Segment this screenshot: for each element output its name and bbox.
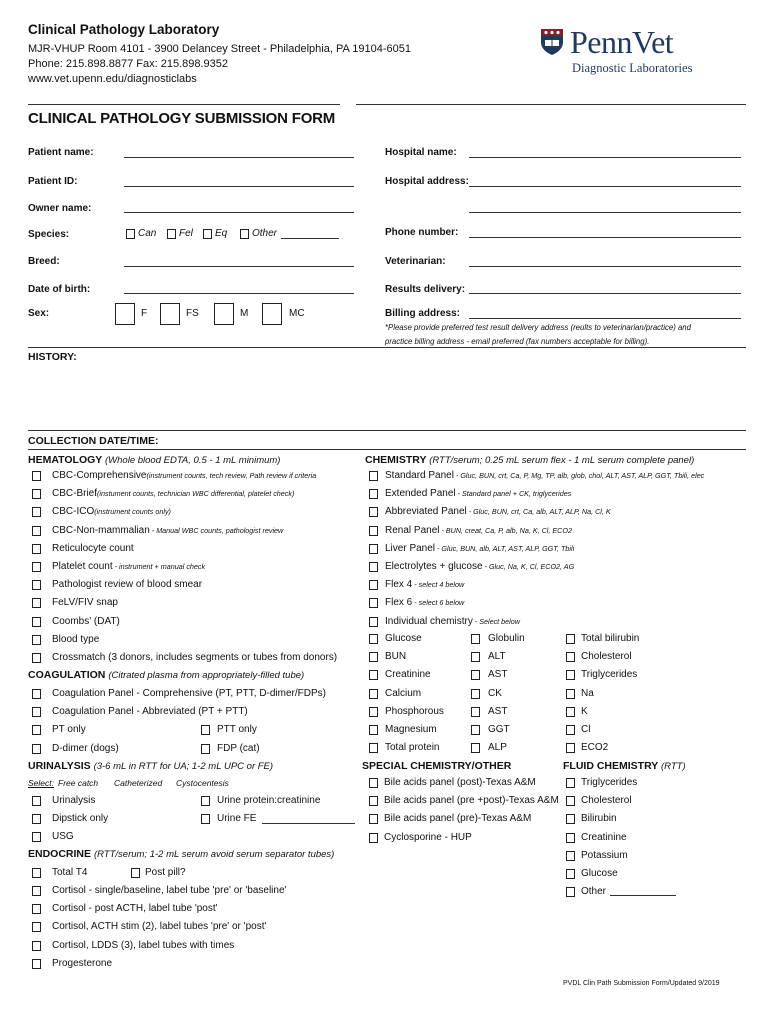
fluid-item-4-checkbox[interactable] — [566, 851, 575, 861]
chem-grid-4-0-checkbox[interactable] — [369, 707, 378, 717]
chem-grid-5-0-checkbox[interactable] — [369, 725, 378, 735]
chem-grid-5-0-text: Magnesium — [385, 724, 437, 735]
hematology-item-1-note: (instument counts, technician WBC differential, platelet check) — [97, 489, 295, 499]
post-pill-label: Post pill? — [145, 867, 186, 878]
fluid-item-2-checkbox[interactable] — [566, 814, 575, 824]
urinalysis-heading — [28, 760, 273, 772]
chem-grid-0-2-text: Total bilirubin — [581, 633, 640, 644]
fluid-item-3-checkbox[interactable] — [566, 833, 575, 843]
hematology-item-9-checkbox[interactable] — [32, 635, 41, 645]
special-item-1-text: Bile acids panel (pre +post)-Texas A&M — [384, 795, 559, 807]
chem-grid-0-2-label — [581, 633, 639, 644]
hematology-item-1-checkbox[interactable] — [32, 489, 41, 499]
endocrine-item-3-text: Cortisol, LDDS (3), label tubes with times — [52, 939, 235, 951]
chemistry-item-0-checkbox[interactable] — [369, 471, 378, 481]
hematology-item-5-label — [52, 561, 205, 572]
chem-grid-3-1-text: CK — [488, 687, 502, 699]
special-item-0-label — [384, 777, 536, 788]
hematology-item-8-checkbox[interactable] — [32, 617, 41, 627]
upc-checkbox[interactable] — [201, 796, 210, 806]
chemistry-item-6-text: Flex 4 — [385, 579, 413, 591]
total-t4-checkbox[interactable] — [32, 868, 41, 878]
chemistry-title: CHEMISTRY — [365, 454, 427, 466]
chemistry-item-6-checkbox[interactable] — [369, 580, 378, 590]
owner-name-label: Owner name: — [28, 203, 92, 214]
fluid-item-6-label — [581, 886, 606, 897]
header-rule-right — [356, 104, 746, 105]
chemistry-item-4-label — [385, 543, 574, 554]
hematology-item-6-checkbox[interactable] — [32, 580, 41, 590]
hematology-item-5-checkbox[interactable] — [32, 562, 41, 572]
endocrine-item-1-checkbox[interactable] — [32, 904, 41, 914]
pt-only-checkbox[interactable] — [32, 725, 41, 735]
urinalysis-label: Urinalysis — [52, 795, 96, 806]
hematology-item-2-note: (instrument counts only) — [94, 507, 171, 517]
billing-address-label: Billing address: — [385, 308, 461, 319]
chem-grid-1-1-text: ALT — [488, 651, 506, 663]
coag-abbreviated-checkbox[interactable] — [32, 707, 41, 717]
fluid-item-6-checkbox[interactable] — [566, 887, 575, 897]
chemistry-item-8-label — [385, 616, 520, 627]
fluid-title: FLUID CHEMISTRY — [563, 760, 659, 772]
hematology-item-4-text: Reticulocyte count — [52, 542, 134, 554]
dipstick-checkbox[interactable] — [32, 814, 41, 824]
chemistry-item-3-note: - BUN, creat, Ca, P, alb, Na, K, Cl, ECO2 — [439, 525, 572, 535]
hematology-item-0-text: CBC-Comprehensive — [52, 470, 147, 481]
chemistry-item-2-text: Abbreviated Panel — [385, 506, 467, 518]
chem-grid-2-2-text: Triglycerides — [581, 669, 638, 681]
chem-grid-0-1-checkbox[interactable] — [471, 634, 480, 644]
pennvet-logo — [540, 24, 720, 80]
chemistry-item-4-note: - Gluc, BUN, alb, ALT, AST, ALP, GGT, Tbili — [435, 543, 575, 553]
hematology-item-4-label — [52, 543, 134, 554]
hematology-item-1-label — [52, 488, 294, 499]
logo-subtext: Diagnostic Laboratories — [572, 61, 693, 75]
sex-fs-label: FS — [186, 308, 199, 319]
header-rule-left — [28, 104, 340, 105]
post-pill-checkbox[interactable] — [131, 868, 140, 878]
chem-grid-6-1-checkbox[interactable] — [471, 743, 480, 753]
chem-grid-4-2-text: K — [581, 705, 588, 717]
chem-grid-1-2-checkbox[interactable] — [566, 652, 575, 662]
special-item-3-checkbox[interactable] — [369, 833, 378, 843]
fdp-checkbox[interactable] — [201, 744, 210, 754]
endocrine-title: ENDOCRINE — [28, 848, 92, 860]
usg-label: USG — [52, 831, 74, 842]
chem-grid-3-2-label — [581, 688, 594, 699]
phone-number-field[interactable] — [469, 237, 741, 238]
chem-grid-1-0-text: BUN — [385, 651, 407, 663]
chemistry-item-0-text: Standard Panel — [385, 470, 454, 481]
urinalysis-sub: (3-6 mL in RTT for UA; 1-2 mL UPC or FE) — [93, 761, 274, 772]
chem-grid-0-2-checkbox[interactable] — [566, 634, 575, 644]
hematology-item-10-checkbox[interactable] — [32, 653, 41, 663]
hematology-sub: (Whole blood EDTA, 0.5 - 1 mL minimum) — [105, 455, 281, 466]
hematology-item-3-label — [52, 525, 283, 536]
special-item-2-label — [384, 813, 531, 824]
chemistry-item-8-text: Individual chemistry — [385, 615, 473, 627]
chem-grid-6-0-label — [385, 742, 439, 753]
chem-grid-6-1-text: ALP — [488, 742, 507, 754]
fluid-item-0-text: Triglycerides — [581, 777, 638, 788]
collection-label: COLLECTION DATE/TIME: — [28, 435, 159, 447]
special-item-2-text: Bile acids panel (pre)-Texas A&M — [384, 813, 532, 825]
method-free-catch[interactable]: Free catch — [58, 778, 99, 788]
fluid-item-1-label — [581, 795, 632, 806]
hospital-name-field[interactable] — [469, 157, 741, 158]
chem-grid-3-0-text: Calcium — [385, 687, 422, 699]
chem-grid-2-0-label — [385, 669, 431, 680]
species-other-label: Other — [252, 228, 278, 239]
hematology-item-0-label — [52, 470, 316, 481]
endocrine-item-1-text: Cortisol - post ACTH, label tube 'post' — [52, 903, 218, 915]
chem-grid-4-1-checkbox[interactable] — [471, 707, 480, 717]
chem-grid-2-2-checkbox[interactable] — [566, 670, 575, 680]
chemistry-item-6-note: - select 4 below — [412, 580, 465, 590]
collection-rule — [28, 449, 746, 450]
chemistry-item-7-checkbox[interactable] — [369, 598, 378, 608]
fluid-item-0-checkbox[interactable] — [566, 778, 575, 788]
chemistry-item-5-checkbox[interactable] — [369, 562, 378, 572]
veterinarian-label: Veterinarian: — [385, 256, 446, 267]
urine-fe-checkbox[interactable] — [201, 814, 210, 824]
lab-name: Clinical Pathology Laboratory — [28, 22, 220, 37]
sex-m-label: M — [240, 308, 249, 319]
endocrine-item-2-checkbox[interactable] — [32, 922, 41, 932]
special-chemistry-heading: SPECIAL CHEMISTRY/OTHER — [362, 760, 512, 772]
method-catheterized[interactable]: Catheterized — [114, 778, 163, 788]
sex-fs-checkbox[interactable] — [160, 303, 180, 325]
chemistry-item-7-label — [385, 597, 464, 608]
breed-label: Breed: — [28, 256, 60, 267]
ptt-only-checkbox[interactable] — [201, 725, 210, 735]
chemistry-item-2-note: - Gluc, BUN, crt, Ca, alb, ALT, ALP, Na, Cl, K — [466, 507, 611, 517]
hematology-item-7-checkbox[interactable] — [32, 598, 41, 608]
hematology-item-0-checkbox[interactable] — [32, 471, 41, 481]
fluid-item-3-text: Creatinine — [581, 831, 627, 843]
endocrine-item-4-checkbox[interactable] — [32, 959, 41, 969]
hematology-item-2-checkbox[interactable] — [32, 507, 41, 517]
chemistry-item-8-note: - Select below — [472, 616, 520, 626]
special-item-0-checkbox[interactable] — [369, 778, 378, 788]
species-fel-checkbox[interactable] — [167, 229, 176, 239]
hematology-item-4-checkbox[interactable] — [32, 544, 41, 554]
history-rule — [28, 347, 746, 348]
hematology-item-0-note: (instrument counts, tech review, Path review if criteria — [146, 471, 317, 480]
sex-label: Sex: — [28, 308, 50, 319]
chem-grid-2-0-text: Creatinine — [385, 669, 431, 681]
chemistry-heading — [365, 454, 694, 466]
pt-only-label: PT only — [52, 724, 86, 735]
chem-grid-0-1-label — [488, 633, 525, 644]
endocrine-item-4-text: Progesterone — [52, 957, 113, 969]
species-other-checkbox[interactable] — [240, 229, 249, 239]
hematology-item-9-text: Blood type — [52, 633, 100, 645]
chem-grid-2-2-label — [581, 669, 637, 680]
ptt-only-label: PTT only — [217, 724, 257, 735]
upc-label: Urine protein:creatinine — [217, 795, 321, 806]
chemistry-item-4-text: Liver Panel — [385, 542, 436, 554]
delivery-note-line-1: *Please provide preferred test result delivery address (reults to veterinarian/practice) and — [385, 323, 691, 332]
hematology-title: HEMATOLOGY — [28, 454, 103, 466]
fluid-item-4-text: Potassium — [581, 849, 628, 861]
chem-grid-3-0-label — [385, 688, 421, 699]
hematology-item-7-label — [52, 597, 118, 608]
chemistry-item-2-label — [385, 506, 611, 517]
endocrine-item-2-text: Cortisol, ACTH stim (2), label tubes 'pre' or 'post' — [52, 921, 267, 933]
chem-grid-4-1-label — [488, 706, 507, 717]
chem-grid-5-2-label — [581, 724, 590, 735]
species-label: Species: — [28, 229, 70, 240]
chem-grid-0-1-text: Globulin — [488, 633, 525, 644]
hematology-item-10-text: Crossmatch (3 donors, includes segments or tubes from donors) — [52, 652, 338, 663]
chem-grid-1-1-checkbox[interactable] — [471, 652, 480, 662]
chem-grid-3-1-checkbox[interactable] — [471, 689, 480, 699]
coagulation-title: COAGULATION — [28, 669, 106, 681]
logo-text: PennVet — [570, 24, 674, 60]
hematology-item-3-text: CBC-Non-mammalian — [52, 524, 150, 536]
chemistry-item-5-text: Electrolytes + glucose — [385, 561, 483, 572]
coagulation-sub: (Citrated plasma from appropriately-filled tube) — [108, 670, 305, 681]
hematology-item-8-label — [52, 616, 120, 627]
fdp-label: FDP (cat) — [217, 743, 260, 754]
hematology-item-2-label — [52, 506, 171, 517]
history-field[interactable] — [28, 430, 746, 431]
dipstick-label: Dipstick only — [52, 813, 109, 824]
hospital-address-label: Hospital address: — [385, 176, 469, 187]
history-label: HISTORY: — [28, 351, 77, 363]
species-can-label: Can — [138, 228, 157, 239]
hematology-item-3-checkbox[interactable] — [32, 526, 41, 536]
results-delivery-label: Results delivery: — [385, 284, 466, 295]
chem-grid-6-2-text: ECO2 — [581, 742, 609, 754]
urinalysis-select-label: Select: — [28, 778, 54, 788]
fluid-item-5-checkbox[interactable] — [566, 869, 575, 879]
billing-address-field[interactable] — [469, 318, 741, 319]
hematology-item-2-text: CBC-ICO — [52, 506, 95, 518]
urine-fe-label: Urine FE — [217, 813, 257, 824]
chemistry-item-7-text: Flex 6 — [385, 597, 413, 609]
breed-field[interactable] — [124, 266, 354, 267]
form-title: CLINICAL PATHOLOGY SUBMISSION FORM — [28, 110, 336, 127]
chemistry-item-6-label — [385, 579, 464, 590]
endocrine-item-1-label — [52, 903, 218, 914]
coag-comprehensive-label: Coagulation Panel - Comprehensive (PT, PTT, D-dimer/FDPs) — [52, 688, 326, 699]
endocrine-item-3-label — [52, 940, 234, 951]
chem-grid-4-0-text: Phosphorous — [385, 705, 444, 717]
chem-grid-5-2-checkbox[interactable] — [566, 725, 575, 735]
fluid-sub: (RTT) — [661, 761, 686, 772]
sex-f-checkbox[interactable] — [115, 303, 135, 325]
total-t4-label: Total T4 — [52, 867, 88, 878]
dob-field[interactable] — [124, 293, 354, 294]
veterinarian-field[interactable] — [469, 266, 741, 267]
chem-grid-1-1-label — [488, 651, 506, 662]
chem-grid-4-2-label — [581, 706, 588, 717]
species-eq-checkbox[interactable] — [203, 229, 212, 239]
chem-grid-4-0-label — [385, 706, 444, 717]
chemistry-item-1-label — [385, 488, 571, 499]
chem-grid-3-2-text: Na — [581, 687, 594, 699]
chem-grid-6-0-text: Total protein — [385, 742, 440, 754]
fluid-chemistry-heading — [563, 760, 686, 772]
chem-grid-0-0-checkbox[interactable] — [369, 634, 378, 644]
chem-grid-0-0-text: Glucose — [385, 633, 422, 644]
chemistry-item-5-label — [385, 561, 574, 572]
species-eq-label: Eq — [215, 228, 228, 239]
phone-number-label: Phone number: — [385, 227, 459, 238]
hematology-item-7-text: FeLV/FIV snap — [52, 597, 118, 609]
urinalysis-title: URINALYSIS — [28, 760, 91, 772]
special-item-1-checkbox[interactable] — [369, 796, 378, 806]
hematology-item-6-label — [52, 579, 202, 590]
endocrine-item-0-label — [52, 885, 286, 896]
endocrine-item-0-checkbox[interactable] — [32, 886, 41, 896]
owner-name-field[interactable] — [124, 212, 354, 213]
hematology-item-3-note: - Manual WBC counts, pathologist review — [149, 525, 284, 535]
chem-grid-4-2-checkbox[interactable] — [566, 707, 575, 717]
special-item-3-text: Cyclosporine - HUP — [384, 831, 472, 843]
chem-grid-2-1-checkbox[interactable] — [471, 670, 480, 680]
results-delivery-field[interactable] — [469, 293, 741, 294]
chem-grid-1-2-text: Cholesterol — [581, 651, 632, 663]
chem-grid-6-1-label — [488, 742, 507, 753]
chem-grid-6-2-checkbox[interactable] — [566, 743, 575, 753]
hematology-item-8-text: Coombs' (DAT) — [52, 615, 120, 627]
chem-grid-5-2-text: Cl — [581, 724, 591, 735]
sex-mc-checkbox[interactable] — [262, 303, 282, 325]
d-dimer-checkbox[interactable] — [32, 744, 41, 754]
fluid-item-6-text: Other — [581, 886, 607, 898]
endocrine-heading — [28, 848, 334, 860]
species-other-field[interactable] — [281, 238, 339, 239]
chem-grid-2-0-checkbox[interactable] — [369, 670, 378, 680]
species-fel-label: Fel — [179, 228, 193, 239]
chem-grid-4-1-text: AST — [488, 705, 508, 717]
chemistry-item-7-note: - select 6 below — [412, 598, 465, 608]
urine-fe-field[interactable] — [262, 823, 355, 824]
fluid-item-5-text: Glucose — [581, 868, 618, 879]
chem-grid-3-2-checkbox[interactable] — [566, 689, 575, 699]
hospital-address-field-2[interactable] — [469, 212, 741, 213]
endocrine-sub: (RTT/serum; 1-2 mL serum avoid serum separator tubes) — [93, 849, 335, 860]
chemistry-item-0-note: - Gluc, BUN, crt, Ca, P, Mg, TP, alb, glob, chol, ALT, AST, ALP, GGT, Tbili, elec — [453, 471, 705, 480]
chem-grid-5-1-label — [488, 724, 510, 735]
chem-grid-1-0-label — [385, 651, 406, 662]
sex-m-checkbox[interactable] — [214, 303, 234, 325]
d-dimer-label: D-dimer (dogs) — [52, 743, 119, 754]
chemistry-item-2-checkbox[interactable] — [369, 507, 378, 517]
lab-phones: Phone: 215.898.8877 Fax: 215.898.9352 — [28, 58, 229, 70]
hematology-item-5-note: - instrument + manual check — [112, 562, 206, 571]
special-item-3-label — [384, 832, 472, 843]
coag-comprehensive-checkbox[interactable] — [32, 689, 41, 699]
hematology-item-1-text: CBC-Brief — [52, 488, 98, 500]
fluid-item-2-text: Bilirubin — [581, 813, 617, 825]
hospital-name-label: Hospital name: — [385, 147, 457, 158]
hematology-item-10-label — [52, 652, 337, 663]
chemistry-item-3-text: Renal Panel — [385, 524, 440, 536]
sex-f-label: F — [141, 308, 148, 319]
chemistry-item-3-label — [385, 525, 572, 536]
chem-grid-1-2-label — [581, 651, 632, 662]
chem-grid-6-0-checkbox[interactable] — [369, 743, 378, 753]
delivery-note-line-2: practice billing address - email preferred (fax numbers acceptable for billing). — [385, 337, 650, 346]
chem-grid-5-1-text: GGT — [488, 724, 510, 735]
patient-id-field[interactable] — [124, 186, 354, 187]
fluid-item-2-label — [581, 813, 617, 824]
usg-checkbox[interactable] — [32, 832, 41, 842]
chemistry-item-0-label — [385, 470, 704, 481]
chem-grid-1-0-checkbox[interactable] — [369, 652, 378, 662]
chemistry-item-5-note: - Gluc, Na, K, Cl, ECO2, AG — [482, 562, 575, 571]
fluid-item-1-checkbox[interactable] — [566, 796, 575, 806]
special-item-0-text: Bile acids panel (post)-Texas A&M — [384, 777, 536, 788]
lab-website: www.vet.upenn.edu/diagnosticlabs — [28, 73, 197, 85]
fluid-other-field[interactable] — [610, 895, 676, 896]
chemistry-item-1-checkbox[interactable] — [369, 489, 378, 499]
species-can-checkbox[interactable] — [126, 229, 135, 239]
special-item-1-label — [384, 795, 559, 806]
fluid-item-3-label — [581, 832, 627, 843]
chemistry-item-3-checkbox[interactable] — [369, 526, 378, 536]
chemistry-item-4-checkbox[interactable] — [369, 544, 378, 554]
chem-grid-5-1-checkbox[interactable] — [471, 725, 480, 735]
chem-grid-3-0-checkbox[interactable] — [369, 689, 378, 699]
hematology-item-6-text: Pathologist review of blood smear — [52, 579, 203, 591]
chemistry-sub: (RTT/serum; 0.25 mL serum flex - 1 mL serum complete panel) — [429, 455, 695, 466]
fluid-item-5-label — [581, 868, 618, 879]
chemistry-item-1-note: - Standard panel + CK, triglycerides — [455, 489, 572, 499]
chem-grid-2-1-text: AST — [488, 669, 508, 681]
patient-name-label: Patient name: — [28, 147, 94, 158]
endocrine-item-3-checkbox[interactable] — [32, 941, 41, 951]
endocrine-item-0-text: Cortisol - single/baseline, label tube 'pre' or 'baseline' — [52, 885, 287, 896]
endocrine-item-2-label — [52, 921, 266, 932]
lab-address: MJR-VHUP Room 4101 - 3900 Delancey Street - Philadelphia, PA 19104-6051 — [28, 43, 411, 55]
patient-id-label: Patient ID: — [28, 176, 78, 187]
dob-label: Date of birth: — [28, 284, 91, 295]
hematology-item-5-text: Platelet count — [52, 561, 113, 572]
coagulation-heading — [28, 669, 304, 681]
endocrine-item-4-label — [52, 958, 112, 969]
fluid-item-4-label — [581, 850, 628, 861]
chem-grid-5-0-label — [385, 724, 437, 735]
patient-name-field[interactable] — [124, 157, 354, 158]
hematology-heading — [28, 454, 280, 466]
hospital-address-field[interactable] — [469, 186, 741, 187]
chem-grid-2-1-label — [488, 669, 507, 680]
fluid-item-1-text: Cholesterol — [581, 795, 632, 807]
chemistry-item-8-checkbox[interactable] — [369, 617, 378, 627]
coag-abbreviated-label: Coagulation Panel - Abbreviated (PT + PTT) — [52, 706, 248, 717]
special-item-2-checkbox[interactable] — [369, 814, 378, 824]
chem-grid-6-2-label — [581, 742, 608, 753]
urinalysis-checkbox[interactable] — [32, 796, 41, 806]
chemistry-item-1-text: Extended Panel — [385, 488, 456, 500]
method-cystocentesis[interactable]: Cystocentesis — [176, 778, 229, 788]
chem-grid-3-1-label — [488, 688, 502, 699]
sex-mc-label: MC — [289, 308, 305, 319]
chem-grid-0-0-label — [385, 633, 422, 644]
footer-note: PVDL Clin Path Submission Form/Updated 9/2019 — [563, 980, 720, 987]
penn-shield-icon — [540, 28, 564, 56]
hematology-item-9-label — [52, 634, 99, 645]
fluid-item-0-label — [581, 777, 637, 788]
